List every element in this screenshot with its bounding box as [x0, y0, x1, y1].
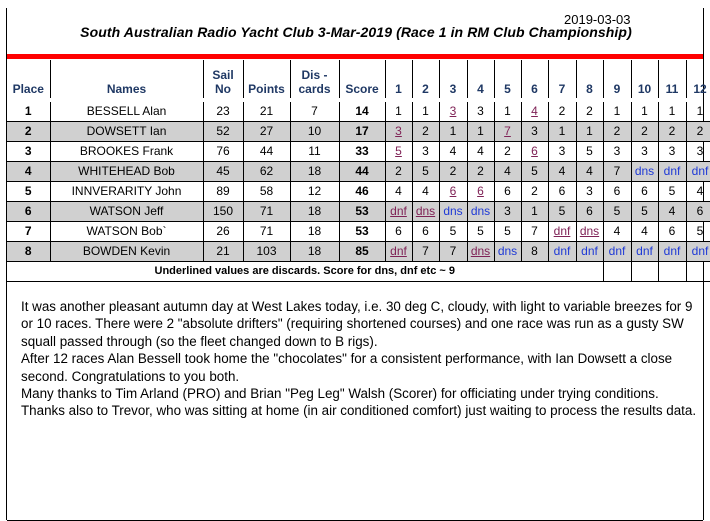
name-cell: BESSELL Alan: [50, 102, 203, 122]
name-cell: BOWDEN Kevin: [50, 242, 203, 262]
race-result-cell: [686, 142, 710, 162]
race-result-value: 4: [668, 204, 676, 218]
name-cell: WHITEHEAD Bob: [50, 162, 203, 182]
race-result-cell: [439, 102, 467, 122]
col-sail-no: [203, 60, 243, 98]
race-result-value: 2: [641, 124, 648, 138]
race-result-cell: [576, 202, 603, 222]
race-result-cell: [467, 202, 494, 222]
col-race-4: 4: [467, 60, 494, 98]
col-discards-line2: cards: [298, 82, 331, 96]
race-result-value: 3: [477, 104, 484, 118]
col-discards-line1: Dis -: [301, 68, 328, 82]
race-result-value: 5: [504, 224, 511, 238]
race-result-cell: [494, 222, 521, 242]
race-result-value: 6: [696, 204, 704, 218]
race-result-cell: [467, 242, 494, 262]
race-result-cell: [385, 142, 412, 162]
col-race-10: 10: [631, 60, 658, 98]
race-result-value: 6: [504, 184, 511, 198]
race-result-cell: [439, 222, 467, 242]
race-result-cell: [494, 102, 521, 122]
race-result-value: 6: [449, 184, 457, 198]
sail-no-cell: 26: [203, 222, 243, 242]
place-cell: 3: [7, 142, 50, 162]
race-result-cell: [686, 242, 710, 262]
race-result-value: 1: [395, 104, 402, 118]
race-result-value: 3: [504, 204, 511, 218]
race-result-value: 5: [641, 204, 648, 218]
race-result-value: 6: [641, 184, 648, 198]
race-result-cell: [412, 222, 439, 242]
sail-no-cell: 150: [203, 202, 243, 222]
race-result-value: dns: [470, 244, 491, 258]
race-result-cell: [603, 102, 631, 122]
race-result-value: 2: [558, 104, 566, 118]
col-sail-no-line2: No: [215, 82, 231, 96]
race-result-cell: [385, 202, 412, 222]
race-result-cell: [467, 222, 494, 242]
race-result-cell: [603, 142, 631, 162]
place-cell: 5: [7, 182, 50, 202]
place-cell: 7: [7, 222, 50, 242]
name-cell: INNVERARITY John: [50, 182, 203, 202]
race-result-value: dns: [634, 164, 655, 178]
race-result-cell: [658, 222, 686, 242]
race-result-value: 1: [477, 124, 484, 138]
race-result-cell: [521, 182, 548, 202]
discards-cell: 12: [290, 182, 339, 202]
race-result-cell: [439, 122, 467, 142]
race-result-cell: [576, 242, 603, 262]
race-result-cell: [412, 182, 439, 202]
race-result-cell: [521, 122, 548, 142]
discards-cell: 18: [290, 162, 339, 182]
col-race-3: 3: [439, 60, 467, 98]
race-result-value: dnf: [636, 244, 653, 258]
race-result-cell: [576, 162, 603, 182]
col-discards: [290, 60, 339, 98]
col-race-7: 7: [548, 60, 576, 98]
discards-cell: 7: [290, 102, 339, 122]
race-result-value: 3: [558, 144, 566, 158]
name-cell: BROOKES Frank: [50, 142, 203, 162]
race-result-cell: [658, 122, 686, 142]
note-row: [7, 262, 710, 282]
race-result-cell: [686, 182, 710, 202]
race-result-cell: [467, 162, 494, 182]
race-result-value: dnf: [553, 244, 571, 258]
race-result-cell: [521, 242, 548, 262]
race-result-cell: [548, 162, 576, 182]
race-result-cell: [494, 182, 521, 202]
race-result-value: dnf: [663, 164, 681, 178]
race-result-value: 2: [422, 124, 429, 138]
discards-cell: 18: [290, 222, 339, 242]
race-result-value: dnf: [390, 204, 407, 218]
race-result-cell: [494, 202, 521, 222]
points-cell: 44: [243, 142, 290, 162]
race-result-cell: [412, 142, 439, 162]
col-sail-no-line1: Sail: [212, 68, 234, 82]
col-score: Score: [339, 60, 385, 98]
race-result-value: 3: [586, 184, 593, 198]
race-result-cell: [631, 162, 658, 182]
race-result-cell: [631, 102, 658, 122]
race-result-cell: [631, 142, 658, 162]
name-cell: DOWSETT Ian: [50, 122, 203, 142]
sail-no-cell: 21: [203, 242, 243, 262]
race-result-cell: [412, 162, 439, 182]
race-result-value: dns: [415, 204, 436, 218]
race-result-cell: [548, 242, 576, 262]
race-result-cell: [467, 102, 494, 122]
race-result-value: 6: [558, 184, 566, 198]
race-result-cell: [576, 222, 603, 242]
race-result-value: 1: [696, 104, 704, 118]
table-row: [7, 222, 710, 242]
race-result-cell: [603, 162, 631, 182]
race-result-cell: [576, 182, 603, 202]
race-result-cell: [548, 222, 576, 242]
points-cell: 62: [243, 162, 290, 182]
race-result-value: 2: [504, 144, 511, 158]
race-result-value: dnf: [691, 164, 709, 178]
note-blank-cell: [658, 262, 686, 282]
race-result-value: 4: [477, 144, 484, 158]
race-result-cell: [385, 102, 412, 122]
race-result-value: 2: [586, 104, 593, 118]
sail-no-cell: 52: [203, 122, 243, 142]
race-result-value: 4: [531, 104, 538, 118]
race-result-value: 3: [449, 104, 457, 118]
race-result-value: 5: [558, 204, 566, 218]
race-result-cell: [631, 222, 658, 242]
race-result-value: 5: [422, 164, 429, 178]
race-result-value: 5: [477, 224, 484, 238]
race-result-value: 3: [696, 144, 704, 158]
race-result-cell: [603, 182, 631, 202]
race-result-value: dnf: [390, 244, 407, 258]
results-sheet: [6, 8, 709, 520]
place-cell: 8: [7, 242, 50, 262]
note-blank-cell: [631, 262, 658, 282]
points-cell: 27: [243, 122, 290, 142]
report-paragraph: It was another pleasant autumn day at West Lakes today, i.e. 30 deg C, cloudy, with light to variable breezes for 9 or 10 races. There were 2 "absolute drifters" (requiring shortened courses) and one race was run as a gusty SW squall passed through (so the fleet changed down to B rigs).: [21, 299, 693, 349]
race-result-value: dns: [443, 204, 463, 218]
header-row: [7, 60, 710, 98]
sail-no-cell: 89: [203, 182, 243, 202]
race-result-cell: [658, 202, 686, 222]
race-result-value: 6: [531, 144, 538, 158]
race-result-cell: [385, 222, 412, 242]
score-cell: 53: [339, 202, 385, 222]
race-result-value: 1: [613, 104, 621, 118]
race-result-cell: [494, 142, 521, 162]
race-result-cell: [603, 242, 631, 262]
race-result-value: 4: [613, 224, 621, 238]
race-result-cell: [467, 122, 494, 142]
race-result-cell: [686, 162, 710, 182]
race-result-value: 5: [531, 164, 538, 178]
race-result-cell: [521, 222, 548, 242]
race-result-value: 3: [422, 144, 429, 158]
race-result-value: 3: [641, 144, 648, 158]
place-cell: 1: [7, 102, 50, 122]
race-result-cell: [467, 142, 494, 162]
race-result-cell: [658, 102, 686, 122]
race-result-cell: [521, 102, 548, 122]
race-result-value: dnf: [553, 224, 571, 238]
table-row: [7, 182, 710, 202]
race-result-value: 7: [613, 164, 621, 178]
race-result-cell: [467, 182, 494, 202]
race-result-cell: [385, 122, 412, 142]
score-cell: 14: [339, 102, 385, 122]
race-result-cell: [439, 242, 467, 262]
discards-cell: 18: [290, 202, 339, 222]
race-result-value: 2: [477, 164, 484, 178]
score-cell: 17: [339, 122, 385, 142]
race-result-value: 1: [531, 204, 538, 218]
race-result-value: 6: [395, 224, 402, 238]
table-row: [7, 242, 710, 262]
race-result-value: 1: [586, 124, 593, 138]
race-result-cell: [686, 202, 710, 222]
race-result-cell: [385, 182, 412, 202]
sail-no-cell: 76: [203, 142, 243, 162]
race-result-cell: [631, 182, 658, 202]
table-row: [7, 122, 710, 142]
race-result-value: 1: [504, 104, 511, 118]
race-result-value: 8: [531, 244, 538, 258]
col-race-2: 2: [412, 60, 439, 98]
race-result-value: dnf: [663, 244, 681, 258]
race-result-cell: [631, 202, 658, 222]
race-result-value: 1: [558, 124, 566, 138]
race-result-cell: [576, 122, 603, 142]
race-result-value: 7: [449, 244, 457, 258]
race-result-value: 4: [641, 224, 648, 238]
race-result-cell: [494, 122, 521, 142]
race-result-cell: [658, 182, 686, 202]
points-cell: 58: [243, 182, 290, 202]
table-row: [7, 142, 710, 162]
race-result-cell: [658, 242, 686, 262]
race-result-value: 2: [613, 124, 621, 138]
race-result-value: 2: [696, 124, 704, 138]
race-result-cell: [658, 162, 686, 182]
results-body: [7, 102, 710, 262]
race-result-value: 5: [696, 224, 704, 238]
race-result-cell: [548, 182, 576, 202]
race-result-cell: [521, 202, 548, 222]
results-table: [7, 60, 710, 282]
race-result-value: 5: [449, 224, 457, 238]
race-result-value: 7: [504, 124, 511, 138]
race-result-cell: [548, 142, 576, 162]
col-race-5: 5: [494, 60, 521, 98]
race-result-value: dnf: [581, 244, 598, 258]
race-result-cell: [686, 222, 710, 242]
score-cell: 53: [339, 222, 385, 242]
race-result-value: 6: [586, 204, 593, 218]
report-paragraph: After 12 races Alan Bessell took home the "chocolates" for a consistent performance, with Ian Dowsett a close second. Congratulations to you both.: [21, 351, 673, 384]
table-row: [7, 102, 710, 122]
race-result-cell: [548, 102, 576, 122]
race-result-value: 4: [449, 144, 457, 158]
race-result-value: dns: [579, 224, 600, 238]
race-result-value: dns: [470, 204, 491, 218]
points-cell: 21: [243, 102, 290, 122]
race-result-value: 2: [449, 164, 457, 178]
table-row: [7, 202, 710, 222]
col-race-1: 1: [385, 60, 412, 98]
race-result-value: 1: [641, 104, 648, 118]
race-result-value: 4: [586, 164, 593, 178]
race-result-value: 4: [504, 164, 511, 178]
race-result-cell: [494, 242, 521, 262]
col-race-12: 12: [686, 60, 710, 98]
race-result-cell: [521, 162, 548, 182]
race-result-value: 4: [696, 184, 704, 198]
col-names: Names: [50, 60, 203, 98]
race-result-cell: [439, 202, 467, 222]
score-cell: 33: [339, 142, 385, 162]
race-result-cell: [603, 222, 631, 242]
race-result-cell: [576, 142, 603, 162]
race-result-cell: [658, 142, 686, 162]
race-result-cell: [576, 102, 603, 122]
race-result-value: dnf: [608, 244, 626, 258]
discard-note: Underlined values are discards. Score for dns, dnf etc ~ 9: [7, 262, 603, 282]
col-race-6: 6: [521, 60, 548, 98]
race-result-cell: [439, 142, 467, 162]
page-title: South Australian Radio Yacht Club 3-Mar-2019 (Race 1 in RM Club Championship): [80, 24, 632, 40]
sail-no-cell: 45: [203, 162, 243, 182]
race-result-value: 6: [668, 224, 676, 238]
race-result-cell: [686, 122, 710, 142]
race-result-cell: [385, 162, 412, 182]
race-result-value: 3: [668, 144, 676, 158]
race-result-value: 5: [668, 184, 676, 198]
name-cell: WATSON Bob`: [50, 222, 203, 242]
race-result-cell: [631, 242, 658, 262]
report-paragraph: Thanks also to Trevor, who was sitting at home (in air conditioned comfort) just waiting to process the results data.: [21, 403, 697, 419]
name-cell: WATSON Jeff: [50, 202, 203, 222]
discards-cell: 11: [290, 142, 339, 162]
race-result-cell: [603, 122, 631, 142]
report-paragraph: Many thanks to Tim Arland (PRO) and Brian "Peg Leg" Walsh (Scorer) for officiating under trying conditions.: [21, 386, 659, 402]
race-result-value: 3: [395, 124, 402, 138]
race-result-value: 2: [395, 164, 402, 178]
race-result-value: 1: [449, 124, 457, 138]
red-divider-top: [7, 54, 703, 59]
race-result-value: 5: [586, 144, 593, 158]
race-report: [21, 298, 701, 420]
race-result-cell: [603, 202, 631, 222]
place-cell: 4: [7, 162, 50, 182]
col-race-8: 8: [576, 60, 603, 98]
race-result-cell: [548, 122, 576, 142]
race-result-value: 2: [668, 124, 676, 138]
points-cell: 71: [243, 222, 290, 242]
race-result-value: dns: [497, 244, 518, 258]
race-result-cell: [686, 102, 710, 122]
race-result-value: 6: [422, 224, 429, 238]
race-result-value: 2: [531, 184, 538, 198]
race-result-cell: [521, 142, 548, 162]
race-result-cell: [412, 242, 439, 262]
race-result-value: 6: [477, 184, 484, 198]
race-result-cell: [631, 122, 658, 142]
place-cell: 6: [7, 202, 50, 222]
sail-no-cell: 23: [203, 102, 243, 122]
score-cell: 85: [339, 242, 385, 262]
table-row: [7, 162, 710, 182]
race-result-value: 4: [395, 184, 402, 198]
race-result-value: 5: [613, 204, 621, 218]
race-result-cell: [439, 162, 467, 182]
race-result-value: 5: [395, 144, 402, 158]
race-result-value: 4: [558, 164, 566, 178]
race-result-value: 7: [422, 244, 429, 258]
race-result-cell: [412, 202, 439, 222]
note-blank-cell: [603, 262, 631, 282]
race-result-cell: [548, 202, 576, 222]
points-cell: 103: [243, 242, 290, 262]
race-result-cell: [385, 242, 412, 262]
race-result-cell: [439, 182, 467, 202]
race-result-value: 1: [668, 104, 676, 118]
race-result-value: 4: [422, 184, 429, 198]
race-result-cell: [494, 162, 521, 182]
race-result-value: 6: [613, 184, 621, 198]
col-race-11: 11: [658, 60, 686, 98]
race-result-value: 1: [422, 104, 429, 118]
race-result-value: 3: [613, 144, 621, 158]
race-result-value: 3: [531, 124, 538, 138]
col-place: Place: [7, 60, 50, 98]
place-cell: 2: [7, 122, 50, 142]
score-cell: 46: [339, 182, 385, 202]
col-race-9: 9: [603, 60, 631, 98]
race-result-cell: [412, 122, 439, 142]
discards-cell: 18: [290, 242, 339, 262]
race-result-value: dnf: [691, 244, 709, 258]
note-blank-cell: [686, 262, 710, 282]
race-result-cell: [412, 102, 439, 122]
date-stamp: 2019-03-03: [564, 12, 631, 27]
points-cell: 71: [243, 202, 290, 222]
discards-cell: 10: [290, 122, 339, 142]
score-cell: 44: [339, 162, 385, 182]
col-points: Points: [243, 60, 290, 98]
race-result-value: 7: [531, 224, 538, 238]
